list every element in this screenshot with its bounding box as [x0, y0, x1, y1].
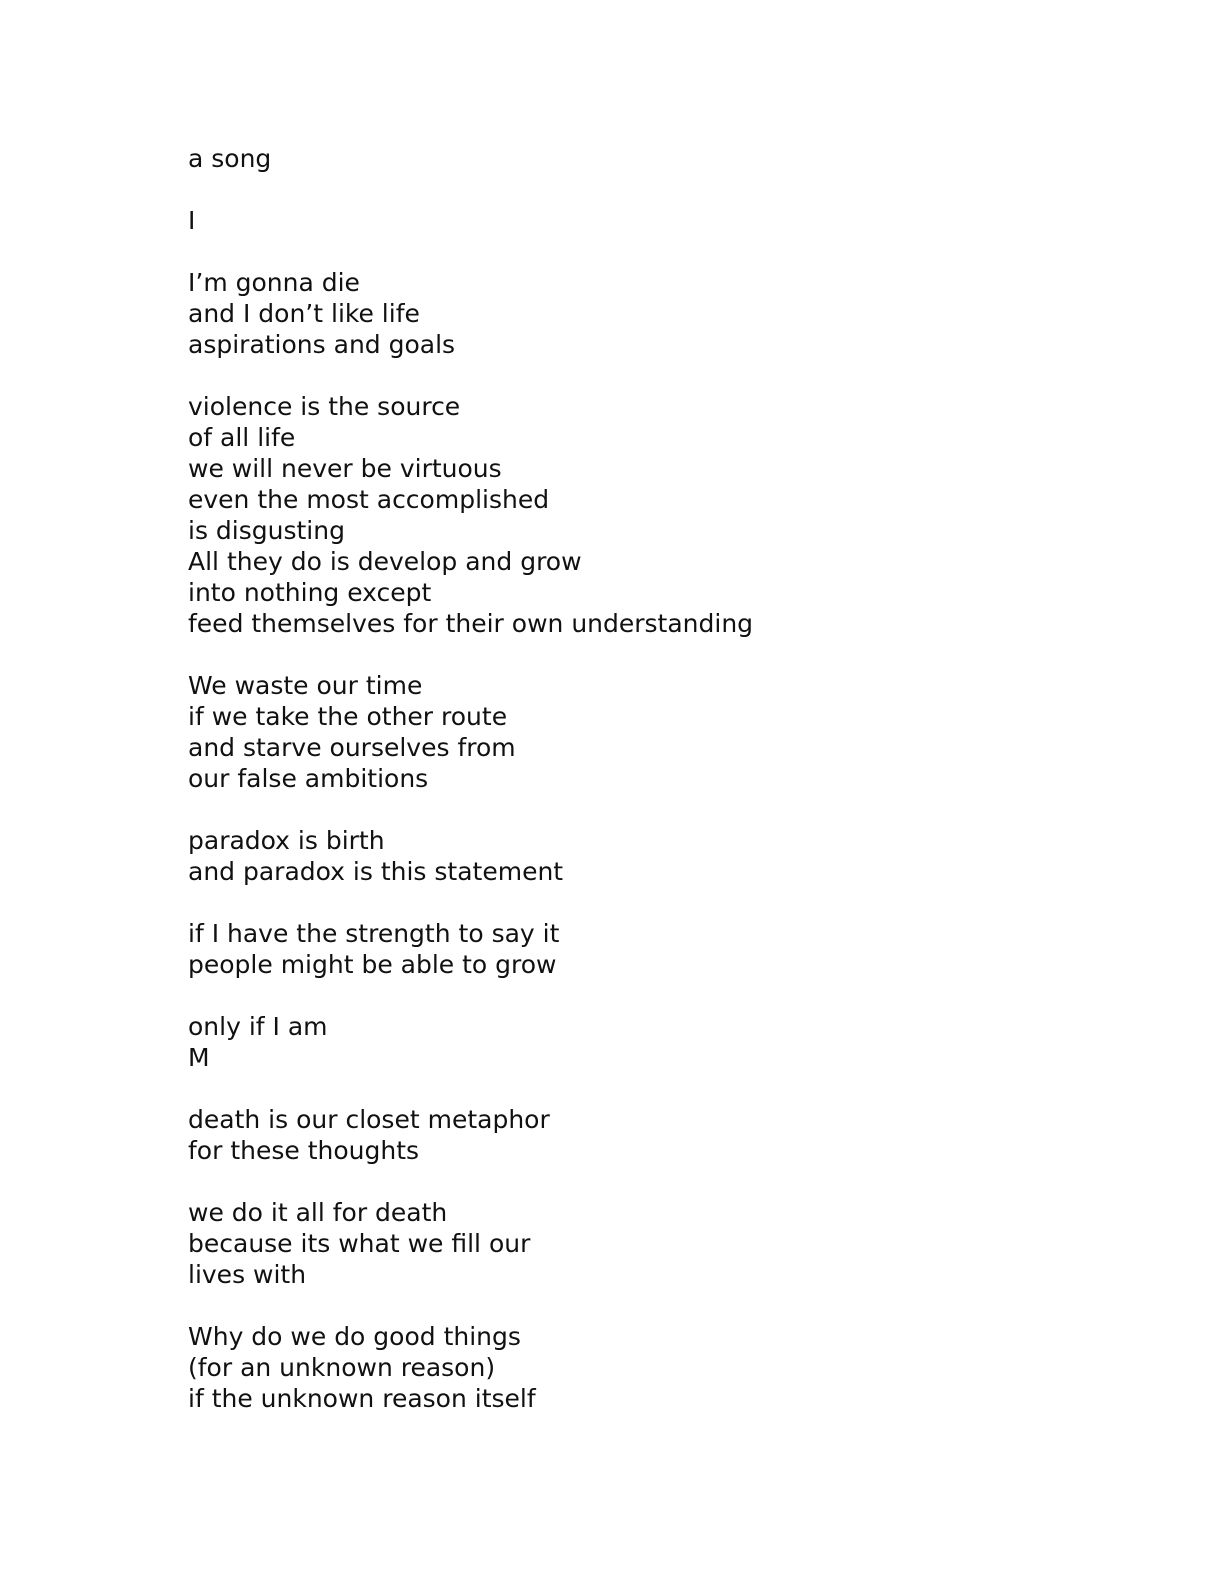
poem-title: a song	[188, 144, 272, 173]
poem-line: we will never be virtuous	[188, 454, 502, 483]
stanza-2	[188, 391, 1168, 639]
poem-line: if I have the strength to say it	[188, 919, 560, 948]
stanza-gap	[188, 1073, 1168, 1104]
poem-line: our false ambitions	[188, 764, 429, 793]
poem-line: only if I am	[188, 1012, 328, 1041]
poem-body	[188, 143, 1168, 1414]
stanza-4	[188, 825, 1168, 887]
poem-line: We waste our time	[188, 671, 423, 700]
stanza-gap	[188, 639, 1168, 670]
poem-line: and starve ourselves from	[188, 733, 516, 762]
stanza-section-number	[188, 205, 1168, 236]
stanza-gap	[188, 174, 1168, 205]
stanza-6	[188, 1011, 1168, 1073]
section-number: I	[188, 206, 196, 235]
stanza-7	[188, 1104, 1168, 1166]
stanza-8	[188, 1197, 1168, 1290]
poem-line: aspirations and goals	[188, 330, 456, 359]
poem-line: M	[188, 1043, 210, 1072]
stanza-1	[188, 267, 1168, 360]
stanza-gap	[188, 1290, 1168, 1321]
stanza-gap	[188, 360, 1168, 391]
stanza-title	[188, 143, 1168, 174]
poem-line: people might be able to grow	[188, 950, 557, 979]
poem-line: All they do is develop and grow	[188, 547, 582, 576]
poem-line: and paradox is this statement	[188, 857, 564, 886]
poem-line: of all life	[188, 423, 296, 452]
poem-line: we do it all for death	[188, 1198, 448, 1227]
stanza-gap	[188, 887, 1168, 918]
poem-line: into nothing except	[188, 578, 432, 607]
poem-line: Why do we do good things	[188, 1322, 521, 1351]
poem-line: paradox is birth	[188, 826, 385, 855]
poem-line: I’m gonna die	[188, 268, 360, 297]
poem-line: violence is the source	[188, 392, 461, 421]
poem-line: and I don’t like life	[188, 299, 420, 328]
poem-line: feed themselves for their own understanding	[188, 609, 754, 638]
poem-line: even the most accomplished	[188, 485, 550, 514]
stanza-5	[188, 918, 1168, 980]
stanza-gap	[188, 236, 1168, 267]
poem-line: if the unknown reason itself	[188, 1384, 536, 1413]
poem-line: (for an unknown reason)	[188, 1353, 496, 1382]
poem-line: for these thoughts	[188, 1136, 420, 1165]
poem-line: if we take the other route	[188, 702, 508, 731]
stanza-9	[188, 1321, 1168, 1414]
stanza-gap	[188, 794, 1168, 825]
stanza-3	[188, 670, 1168, 794]
poem-line: death is our closet metaphor	[188, 1105, 550, 1134]
poem-line: because its what we fill our	[188, 1229, 531, 1258]
stanza-gap	[188, 1166, 1168, 1197]
stanza-gap	[188, 980, 1168, 1011]
poem-line: lives with	[188, 1260, 307, 1289]
poem-line: is disgusting	[188, 516, 345, 545]
